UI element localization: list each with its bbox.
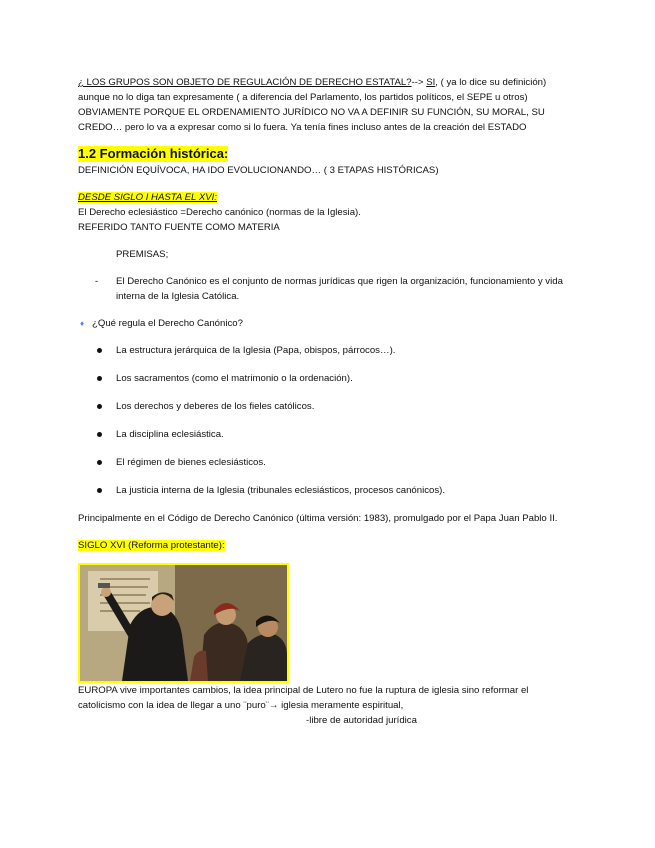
era2-text: EUROPA vive importantes cambios, la idea principal de Lutero no fue la ruptura de iglesia sino reformar el catolicismo con la idea de llegar a uno ¨puro¨→ iglesia meramente espiritual, xyxy=(78,685,529,711)
bullet-dot-icon xyxy=(97,432,102,437)
dash-list-item xyxy=(78,274,573,304)
question-line xyxy=(78,316,573,331)
intro-arrow: --> xyxy=(411,77,424,88)
luther-theses-painting xyxy=(78,563,289,683)
bullet-dot-icon xyxy=(97,460,102,465)
list-item: El régimen de bienes eclesiásticos. xyxy=(78,455,573,470)
era1-line1: El Derecho eclesiástico =Derecho canónico (normas de la Iglesia). xyxy=(78,207,361,218)
intro-rest: , ( ya lo dice su definición) aunque no lo diga tan expresamente ( a diferencia del Parlamento, los partidos políticos, el SEPE u otros) OBVIAMENTE PORQUE EL ORDENAMIENTO JURÍDICO NO VA A DEFINIR SU FUNCIÓN, SU MORAL, SU CREDO… pero lo va a expresar como si lo fuera. Ya tenía fines incluso antes de la creación del ESTADO xyxy=(78,77,547,133)
list-item: La justicia interna de la Iglesia (tribunales eclesiásticos, procesos canónicos). xyxy=(78,483,573,498)
list-item: Los derechos y deberes de los fieles católicos. xyxy=(78,399,573,414)
list-item: La disciplina eclesiástica. xyxy=(78,427,573,442)
intro-paragraph xyxy=(78,75,573,135)
list-item: Los sacramentos (como el matrimonio o la ordenación). xyxy=(78,371,573,386)
diamond-bullet-icon: ♦ xyxy=(80,319,85,328)
document-page xyxy=(78,75,573,728)
dash-text: El Derecho Canónico es el conjunto de normas jurídicas que rigen la organización, funcionamiento y vida interna de la Iglesia Católica. xyxy=(116,276,563,302)
painting-illustration xyxy=(80,565,287,681)
era1-line2: REFERIDO TANTO FUENTE COMO MATERIA xyxy=(78,222,280,233)
question-text: ¿Qué regula el Derecho Canónico? xyxy=(92,318,243,329)
era2-text2: -libre de autoridad jurídica xyxy=(306,715,417,726)
closing-paragraph: Principalmente en el Código de Derecho Canónico (última versión: 1983), promulgado por el Papa Juan Pablo II. xyxy=(78,513,558,524)
bullet-dot-icon xyxy=(97,348,102,353)
intro-question: ¿ LOS GRUPOS SON OBJETO DE REGULACIÓN DE DERECHO ESTATAL? xyxy=(78,77,412,88)
intro-yes: SI xyxy=(426,77,436,88)
section-heading: 1.2 Formación histórica: xyxy=(78,146,229,161)
bullet-dot-icon xyxy=(97,376,102,381)
era1-label: DESDE SIGLO I HASTA EL XVI: xyxy=(78,192,217,203)
era2-label: SIGLO XVI (Reforma protestante): xyxy=(78,540,225,551)
list-item: La estructura jerárquica de la Iglesia (Papa, obispos, párrocos…). xyxy=(78,343,573,358)
dash-marker: - xyxy=(95,276,99,287)
premisas-label: PREMISAS; xyxy=(116,249,169,260)
regulation-list xyxy=(78,343,573,498)
bullet-dot-icon xyxy=(97,404,102,409)
bullet-dot-icon xyxy=(97,488,102,493)
section-subtitle: DEFINICIÓN EQUÍVOCA, HA IDO EVOLUCIONANDO… ( 3 ETAPAS HISTÓRICAS) xyxy=(78,165,439,176)
